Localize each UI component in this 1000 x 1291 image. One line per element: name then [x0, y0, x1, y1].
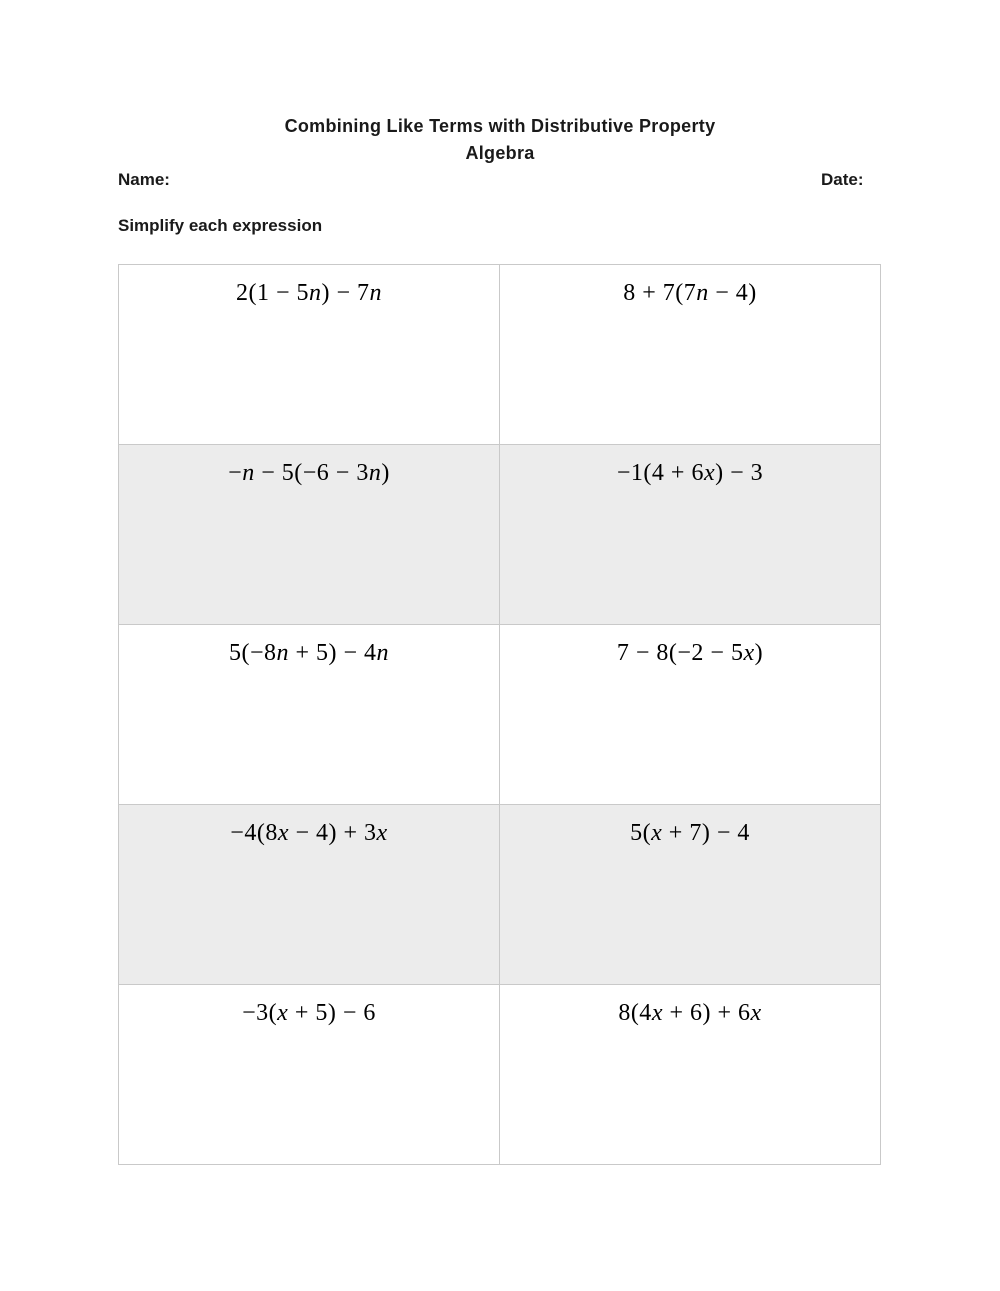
- problems-table: [118, 264, 881, 1165]
- math-expression: 2(1 − 5n) − 7n: [235, 280, 383, 306]
- math-expression: 5(−8n + 5) − 4n: [228, 640, 390, 666]
- math-expression: 7 − 8(−2 − 5x): [616, 640, 764, 666]
- date-label: Date:: [821, 170, 864, 189]
- math-expression: −3(x + 5) − 6: [242, 1000, 376, 1026]
- table-row: [119, 985, 881, 1165]
- problem-cell: [119, 265, 500, 445]
- problem-cell: [500, 625, 881, 805]
- problem-cell: [119, 445, 500, 625]
- page-title: Combining Like Terms with Distributive Property: [284, 116, 716, 136]
- problem-cell: [119, 805, 500, 985]
- math-expression: 5(x + 7) − 4: [630, 820, 750, 846]
- instruction-text: Simplify each expression: [118, 216, 323, 235]
- math-expression: −n − 5(−6 − 3n): [228, 460, 390, 486]
- problem-cell: [119, 625, 500, 805]
- table-row: [119, 265, 881, 445]
- math-expression: 8(4x + 6) + 6x: [618, 1000, 762, 1026]
- problem-cell: [500, 985, 881, 1165]
- table-row: [119, 805, 881, 985]
- page-subtitle: Algebra: [465, 143, 535, 163]
- problem-cell: [500, 265, 881, 445]
- math-expression: 8 + 7(7n − 4): [623, 280, 757, 306]
- table-row: [119, 625, 881, 805]
- problem-cell: [500, 805, 881, 985]
- name-label: Name:: [118, 170, 170, 189]
- problem-cell: [500, 445, 881, 625]
- math-expression: −1(4 + 6x) − 3: [616, 460, 764, 486]
- problem-cell: [119, 985, 500, 1165]
- math-expression: −4(8x − 4) + 3x: [230, 820, 388, 846]
- table-row: [119, 445, 881, 625]
